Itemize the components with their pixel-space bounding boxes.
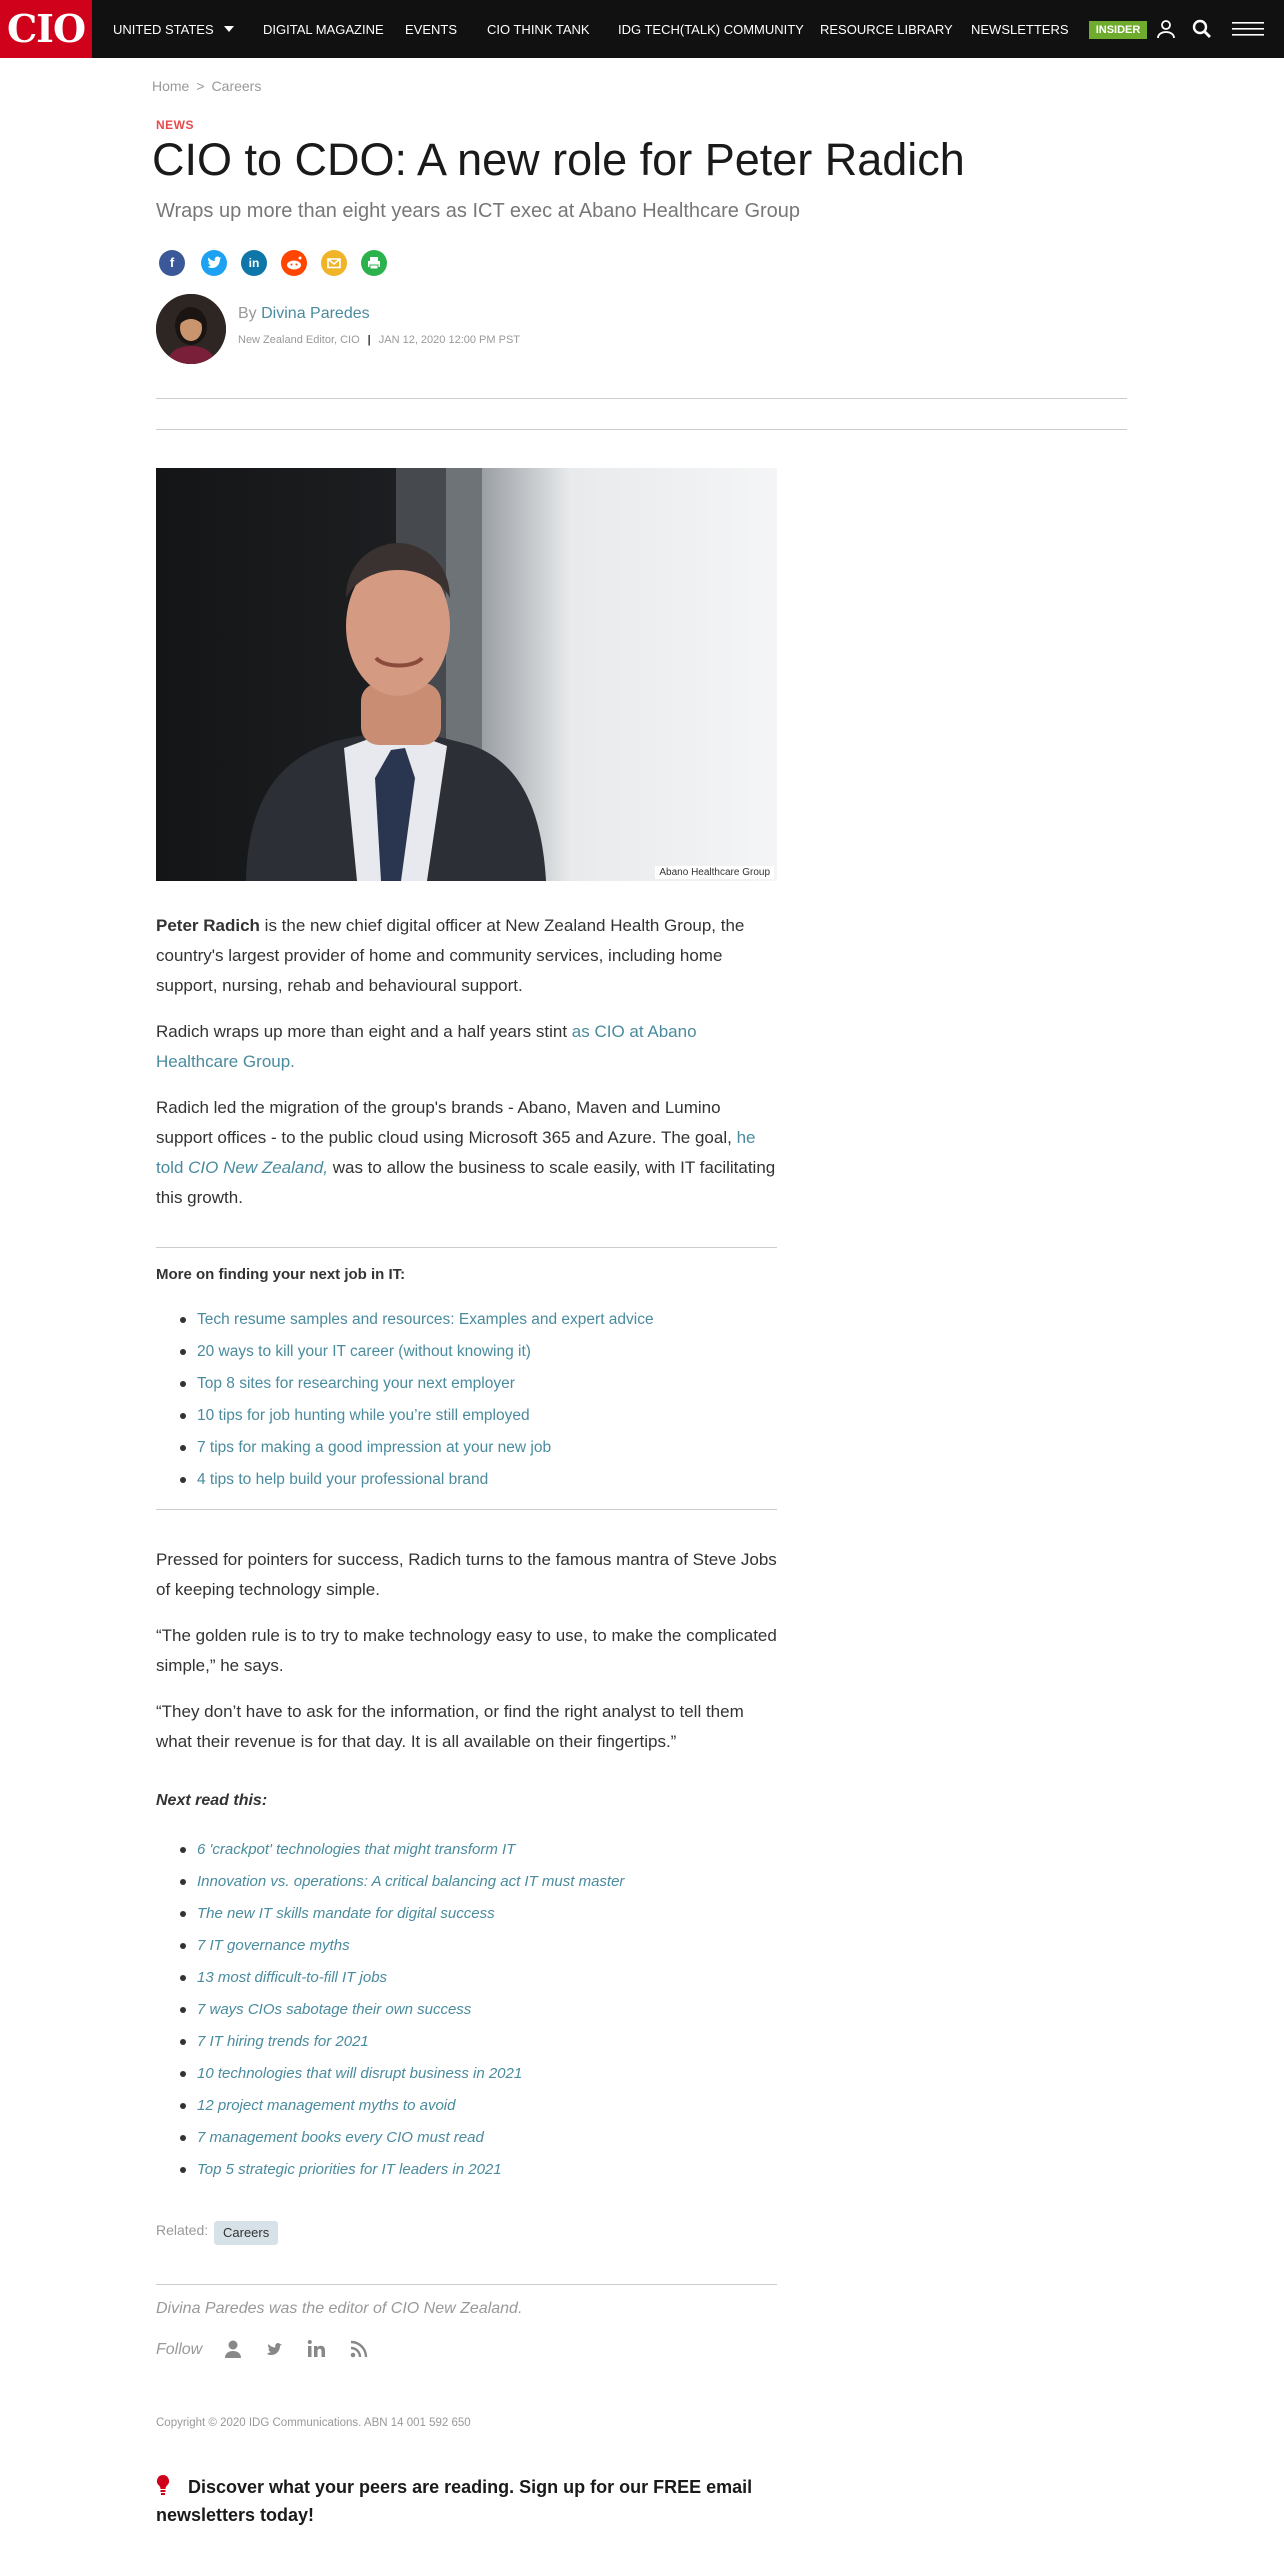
nav-idg-techtalk[interactable]: IDG TECH(TALK) COMMUNITY <box>618 22 804 37</box>
divider: | <box>367 334 371 346</box>
paragraph-2: Radich wraps up more than eight and a half years stint as CIO at Abano Healthcare Group. <box>156 1022 697 1071</box>
next-read-list <box>180 1834 624 2186</box>
nav-digital-magazine[interactable]: DIGITAL MAGAZINE <box>263 22 384 37</box>
article-subtitle: Wraps up more than eight years as ICT exec at Abano Healthcare Group <box>156 200 801 222</box>
list-item[interactable]: 7 ways CIOs sabotage their own success <box>180 1994 624 2026</box>
more-links-list <box>180 1304 654 1496</box>
breadcrumb <box>152 78 261 94</box>
follow-label: Follow <box>156 2341 203 2358</box>
paragraph-6: “They don’t have to ask for the information, or find the right analyst to tell them what their revenue is for that day. It is all available on their fingertips.” <box>156 1702 744 1751</box>
divider <box>156 2284 777 2285</box>
print-icon[interactable] <box>361 250 387 276</box>
region-selector[interactable] <box>113 0 234 58</box>
list-item[interactable]: Innovation vs. operations: A critical balancing act IT must master <box>180 1866 624 1898</box>
subject-name: Peter Radich <box>156 916 260 935</box>
paragraph-5: “The golden rule is to try to make technology easy to use, to make the complicated simple,” he says. <box>156 1626 777 1675</box>
next-read-heading: Next read this: <box>156 1792 268 1809</box>
more-links-heading: More on finding your next job in IT: <box>156 1266 406 1283</box>
publish-date: JAN 12, 2020 12:00 PM PST <box>378 334 520 346</box>
byline <box>238 305 370 323</box>
paragraph-4: Pressed for pointers for success, Radich turns to the famous mantra of Steve Jobs of keeping technology simple. <box>156 1550 777 1599</box>
byline-prefix: By <box>238 305 257 322</box>
author-name-link[interactable]: Divina Paredes <box>261 305 370 322</box>
facebook-icon[interactable]: f <box>159 250 185 276</box>
email-icon[interactable] <box>321 250 347 276</box>
breadcrumb-careers[interactable]: Careers <box>211 78 262 94</box>
list-item[interactable]: Top 8 sites for researching your next employer <box>180 1368 654 1400</box>
list-item[interactable]: 13 most difficult-to-fill IT jobs <box>180 1962 624 1994</box>
paragraph-3: Radich led the migration of the group's brands - Abano, Maven and Lumino support offices - to the public cloud using Microsoft 365 and Azure. The goal, he told CIO New Zealand, was to allow the business to scale easily, with IT facilitating this growth. <box>156 1098 776 1207</box>
list-item[interactable]: 7 tips for making a good impression at your new job <box>180 1432 654 1464</box>
user-icon[interactable] <box>1154 17 1178 41</box>
rss-icon[interactable] <box>348 2338 370 2360</box>
list-item[interactable]: 7 IT hiring trends for 2021 <box>180 2026 624 2058</box>
avatar[interactable] <box>156 294 226 364</box>
breadcrumb-separator: > <box>196 78 205 94</box>
list-item[interactable]: 20 ways to kill your IT career (without knowing it) <box>180 1336 654 1368</box>
region-label: UNITED STATES <box>113 22 214 37</box>
cio-nz-link[interactable]: he told CIO New Zealand, <box>156 1128 756 1177</box>
list-item[interactable]: Top 5 strategic priorities for IT leaders in 2021 <box>180 2154 624 2186</box>
author-role: New Zealand Editor, CIO <box>238 334 360 346</box>
divider <box>156 429 1127 430</box>
menu-icon[interactable] <box>1230 17 1266 41</box>
related-tag-careers[interactable]: Careers <box>214 2221 278 2245</box>
byline-meta <box>238 334 520 346</box>
abano-link[interactable]: as CIO at Abano Healthcare Group. <box>156 1022 697 1071</box>
author-bio: Divina Paredes was the editor of CIO New Zealand. <box>156 2300 523 2317</box>
linkedin-icon[interactable]: in <box>241 250 267 276</box>
related-label: Related: <box>156 2222 209 2238</box>
portrait-photo <box>156 468 777 881</box>
list-item[interactable]: 4 tips to help build your professional brand <box>180 1464 654 1496</box>
search-icon[interactable] <box>1190 17 1214 41</box>
chevron-down-icon <box>224 26 234 32</box>
image-credit: Abano Healthcare Group <box>655 866 774 879</box>
article-kicker: NEWS <box>156 118 194 132</box>
divider <box>156 1509 777 1510</box>
cio-logo[interactable]: CIO <box>0 0 92 58</box>
divider <box>156 398 1127 399</box>
linkedin-icon[interactable] <box>306 2338 328 2360</box>
insider-badge[interactable]: INSIDER <box>1089 21 1147 39</box>
list-item[interactable]: 7 management books every CIO must read <box>180 2122 624 2154</box>
nav-cio-think-tank[interactable]: CIO THINK TANK <box>487 22 590 37</box>
copyright: Copyright © 2020 IDG Communications. ABN 14 001 592 650 <box>156 2417 471 2429</box>
list-item[interactable]: 12 project management myths to avoid <box>180 2090 624 2122</box>
list-item[interactable]: 10 technologies that will disrupt business in 2021 <box>180 2058 624 2090</box>
list-item[interactable]: 7 IT governance myths <box>180 1930 624 1962</box>
paragraph-1: Peter Radich is the new chief digital officer at New Zealand Health Group, the country's largest provider of home and community services, including home support, nursing, rehab and behavioural support. <box>156 916 745 995</box>
nav-events[interactable]: EVENTS <box>405 22 458 37</box>
twitter-icon[interactable] <box>264 2338 286 2360</box>
page-title: CIO to CDO: A new role for Peter Radich <box>152 134 965 185</box>
person-icon[interactable] <box>222 2338 244 2360</box>
breadcrumb-home[interactable]: Home <box>152 78 190 94</box>
hero-image <box>156 468 777 881</box>
nav-newsletters[interactable]: NEWSLETTERS <box>971 22 1069 37</box>
reddit-icon[interactable] <box>281 250 307 276</box>
list-item[interactable]: The new IT skills mandate for digital success <box>180 1898 624 1930</box>
list-item[interactable]: 6 'crackpot' technologies that might transform IT <box>180 1834 624 1866</box>
twitter-icon[interactable] <box>201 250 227 276</box>
top-nav <box>0 0 1284 58</box>
newsletter-promo-link[interactable]: Discover what your peers are reading. Sign up for our FREE email newsletters today! <box>156 2477 753 2525</box>
divider <box>156 1247 777 1248</box>
list-item[interactable]: 10 tips for job hunting while you’re still employed <box>180 1400 654 1432</box>
list-item[interactable]: Tech resume samples and resources: Examples and expert advice <box>180 1304 654 1336</box>
nav-resource-library[interactable]: RESOURCE LIBRARY <box>820 22 953 37</box>
